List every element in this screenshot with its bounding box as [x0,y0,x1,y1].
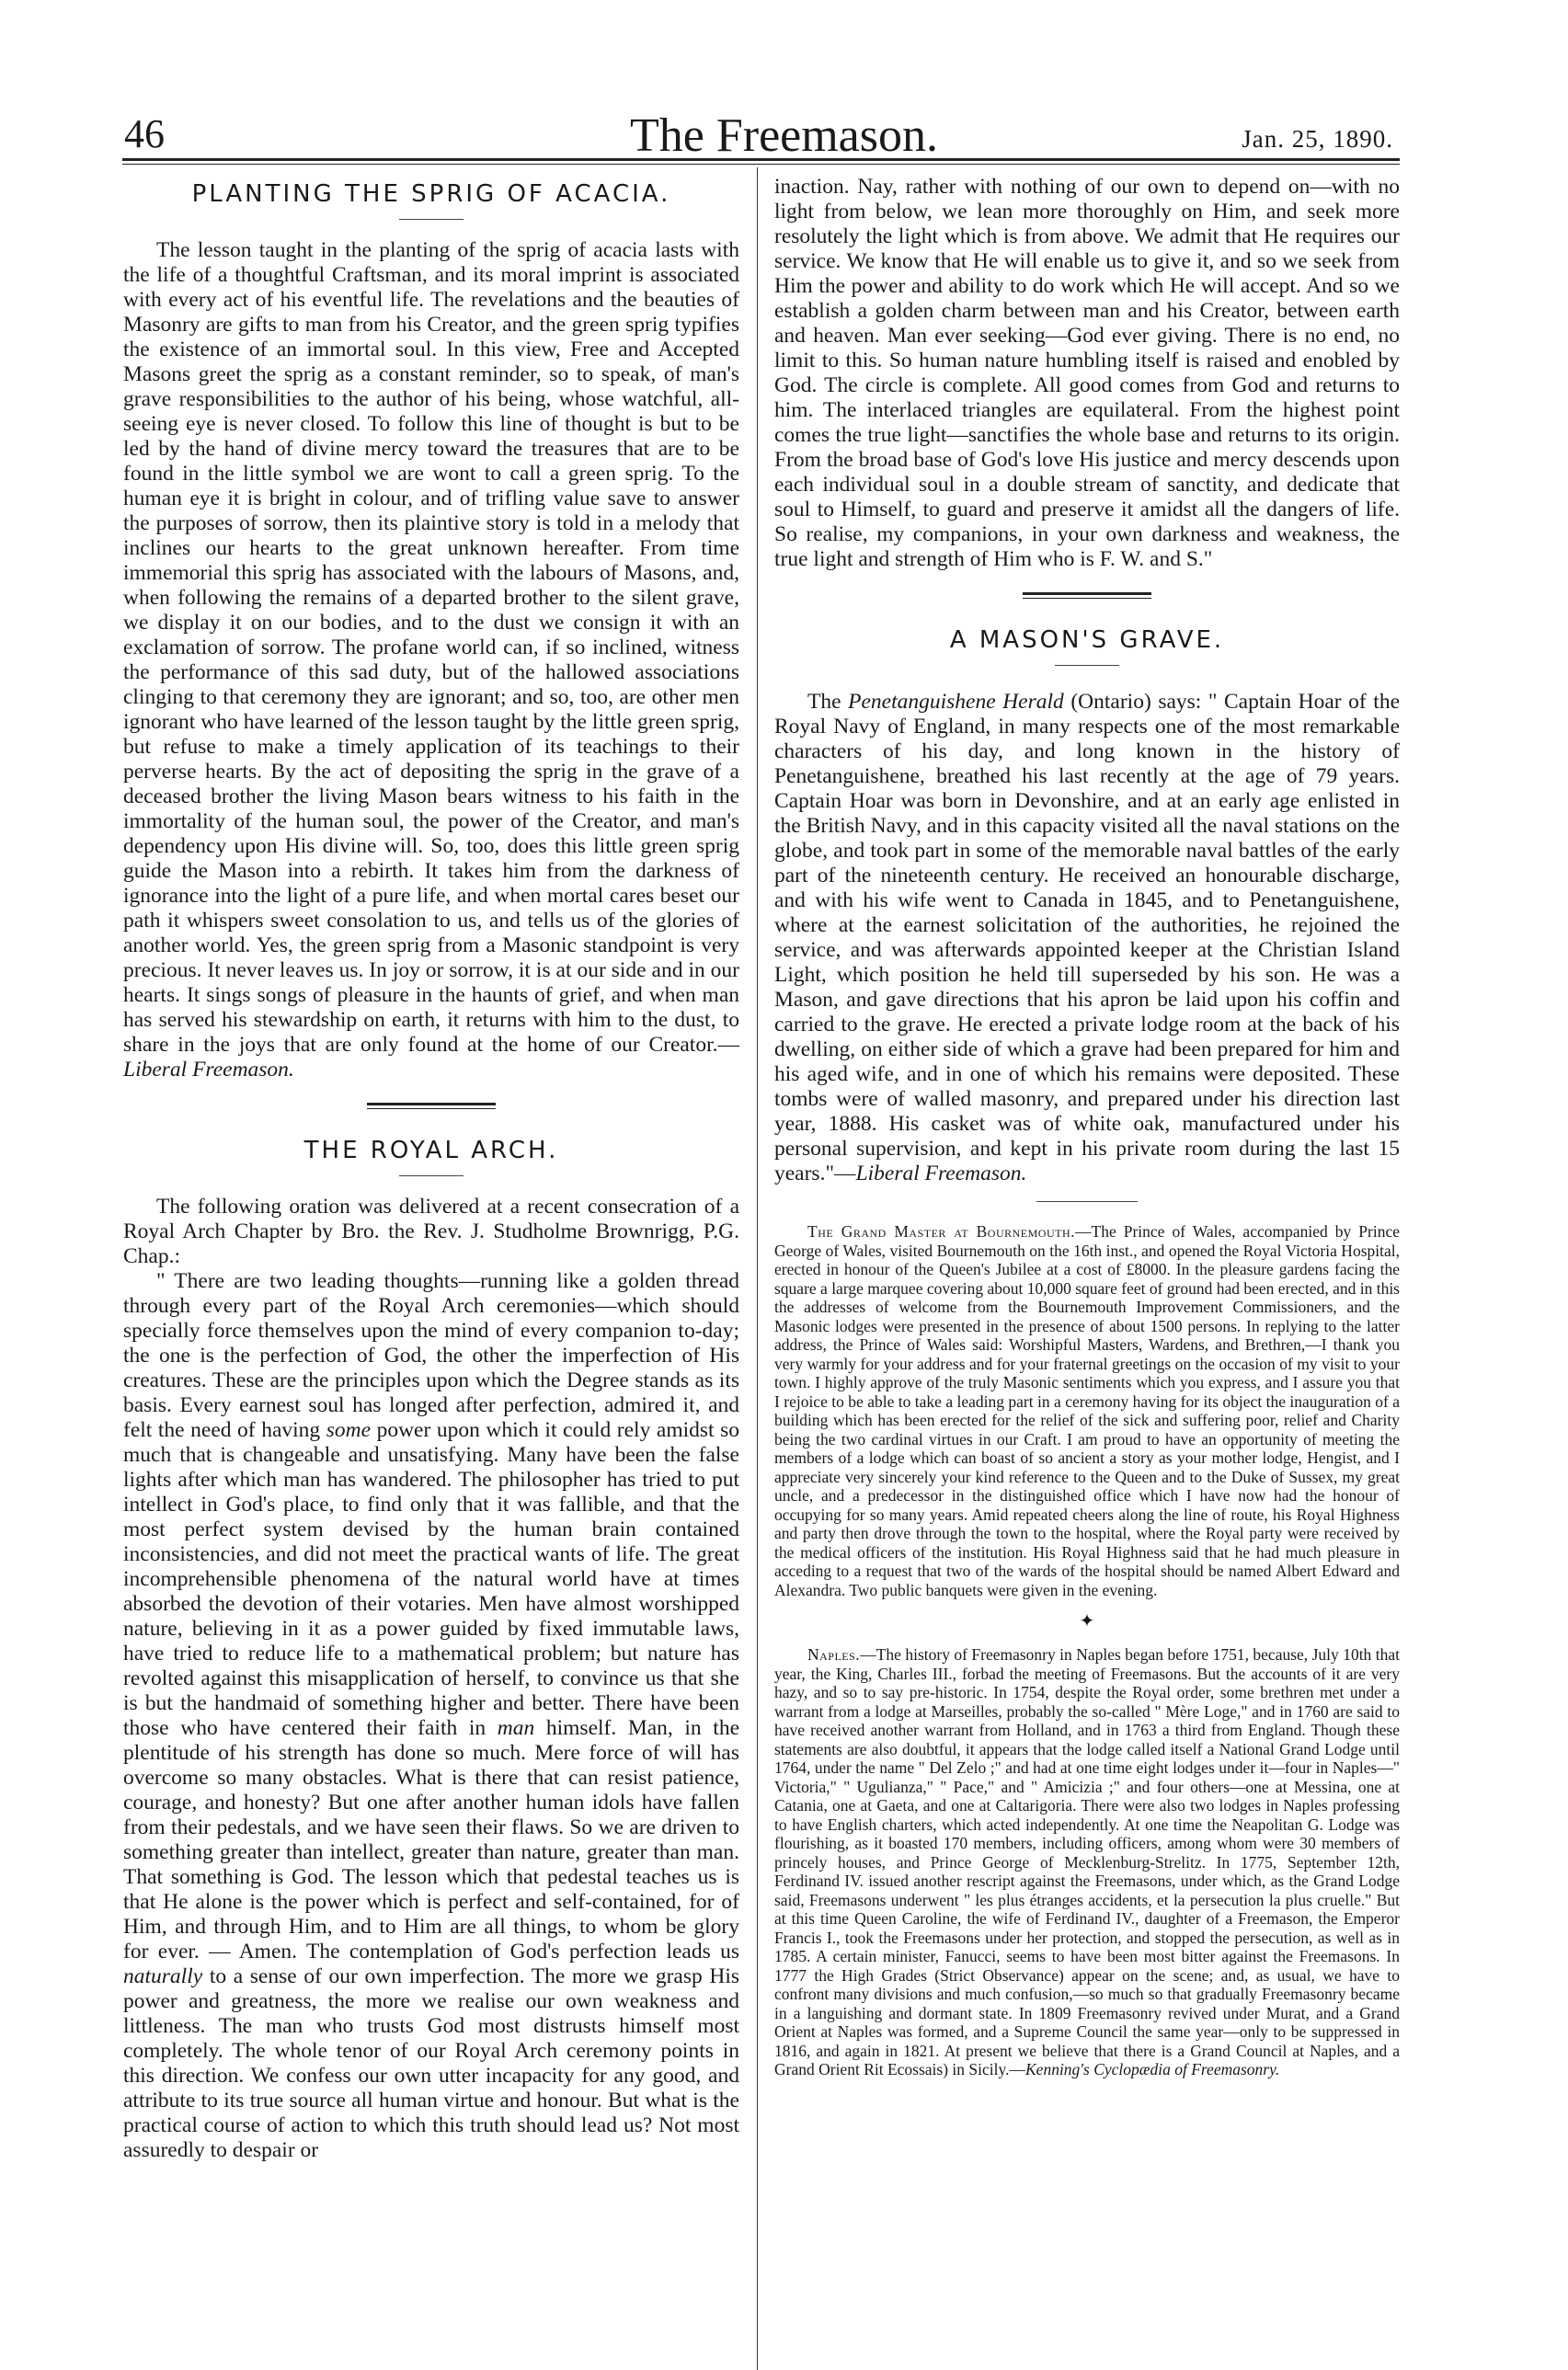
item-lead: Naples. [807,1645,861,1664]
news-item-body [774,1645,1400,2079]
item-lead: The Grand Master at Bournemouth. [807,1222,1075,1241]
oration-continuation: inaction. Nay, rather with nothing of our own to depend on—with no light from below, we lean more thoroughly on Him, and seek more resolutely the light which is from above. We admit that He requires our service. We know that He will enable us to give it, and so we seek from Him the power and ability to do work which He will accept. And so we establish a golden charm between man and his Creator, between earth and heaven. Man ever seeking—God ever giving. There is no end, no limit to this. So human nature humbling itself is raised and enobled by God. The circle is complete. All good comes from God and returns to him. The interlaced triangles are equilateral. From the highest point comes the true light—sanctifies the whole base and returns to its origin. From the broad base of God's love His justice and mercy descends upon each individual soul in a double stream of sanctity, and dedicate that soul to Himself, to guard and preserve it amidst all the dangers of life. So realise, my companions, in your own darkness and weakness, the true light and strength of Him who is F. W. and S." [774,175,1400,571]
news-item-body [774,1222,1400,1599]
headline-masons-grave: A MASON'S GRAVE. [949,626,1225,654]
star-divider: ✦ [1079,1611,1095,1632]
emphasis: naturally [123,1964,203,1988]
item-naples [774,1645,1400,2079]
source-credit: Liberal Freemason. [855,1162,1027,1185]
newspaper-name: Penetanguishene Herald [848,690,1064,714]
masthead-rule-thin [122,164,1400,165]
headline-acacia: PLANTING THE SPRIG OF ACACIA. [191,180,671,208]
oration-text: himself. Man, in the plentitude of his strength has done so much. Mere force of will has overcome so many obstacles. What is there that can resist patience, courage, and honesty? But one after another human idols have fallen from their pedestals, and we have seen their flaws. So we are driven to something greater than intellect, greater than nature, greater than man. That something is God. The lesson which that pedestal teaches us is that He alone is the power which is perfect and self-contained, for of Him, and through Him, and to Him are all things, to whom be glory for ever. — Amen. The contemplation of God's perfection leads us [123,1716,740,1964]
emphasis: man [497,1716,535,1740]
issue-date: Jan. 25, 1890. [1242,125,1393,153]
headline-royal-arch: THE ROYAL ARCH. [303,1137,559,1164]
masthead-rule [122,158,1400,161]
body-text: (Ontario) says: " Captain Hoar of the Royal Navy of England, in many respects one of the most remarkable characters of his day, and long known in the history of Penetanguishene, breathed his last recently at the age of 79 years. Captain Hoar was born in Devonshire, and at an early age enlisted in the British Navy, and in this capacity visited all the naval stations on the globe, and took part in some of the memorable naval battles of the early part of the nineteenth century. He received an honourable discharge, and with his wife went to Canada in 1845, and to Penetanguishene, where at the earnest solicitation of the authorities, he rejoined the service, and was afterwards appointed keeper at the Christian Island Light, which position he held till superseded by his son. He was a Mason, and gave directions that his apron be laid upon his coffin and carried to the grave. He erected a private lodge room at the back of his dwelling, on either side of which a grave had been prepared for him and his aged wife, and in one of which his remains were deposited. These tombs were of walled masonry, and prepared under his direction last year, 1888. His casket was of white oak, manufactured under his personal supervision, and kept in his private room during the last 15 years."— [774,690,1401,1185]
section-separator-thin [1023,598,1151,599]
emphasis: some [326,1418,372,1442]
oration-body [123,1269,739,2163]
right-column [774,175,1400,2079]
item-bournemouth [774,1222,1400,1631]
oration-text: power upon which it could rely amidst so much that is changeable and unsatisfying. Many have been the false lights after which man has wandered. The philosopher has tried to put intellect in God's place, to find only that it was fallible, and that the most perfect system devised by the human brain contained inconsistencies, and did not meet the practical wants of life. The great incomprehensible phenomena of the natural world have at times absorbed the devotion of their votaries. Men have almost worshipped nature, believing in it as a power guided by fixed immutable laws, have tried to reduce life to a mathematical problem; but nature has revolted against this misapplication of herself, to convince us that she is but the handmaid of something higher and better. There have been those who have centered their faith in [123,1418,740,1740]
headline-rule [1055,665,1119,666]
oration-intro: The following oration was delivered at a recent consecration of a Royal Arch Chapter by Bro. the Rev. J. Studholme Brownrigg, P.G. Chap.: [123,1195,739,1268]
section-separator-thin [367,1108,496,1109]
item-text: —The Prince of Wales, accompanied by Prince George of Wales, visited Bournemouth on the 16th inst., and opened the Royal Victoria Hospital, erected in honour of the Queen's Jubilee at a cost of £8000. In the pleasure gardens facing the square a large marquee covering about 10,000 square feet of ground had been erected, and in this the addresses of welcome from the Bournemouth Improvement Commissioners, and the Masonic lodges were presented in the presence of about 1500 persons. In replying to the latter address, the Prince of Wales said: Worshipful Masters, Wardens, and Brethren,—I thank you very warmly for your address and for your fraternal greetings on the occasion of my visit to your town. I highly approve of the truly Masonic sentiments which you express, and I assure you that I rejoice to be able to take a leading part in a ceremony having for its object the inauguration of a building which has been erected for the relief of the sick and suffering poor, relief and Charity being the two cardinal virtues in our Craft. I am proud to have an opportunity of meeting the members of a lodge which can boast of so ancient a story as your mother lodge, Hengist, and I appreciate very sincerely your kind reference to the Queen and to the Duke of Sussex, my great uncle, and a predecessor in the distinguished office which I have now had the honour of occupying for so many years. Amid repeated cheers along the line of route, his Royal Highness and party then drove through the town to the hospital, where the Royal party were received by the medical officers of the institution. His Royal Highness said that he had much pleasure in acceding to a request that two of the wards of the hospital should be named Albert Edward and Alexandra. Two public banquets were given in the evening. [774,1222,1400,1599]
item-text: —The history of Freemasonry in Naples began before 1751, because, July 10th that year, the King, Charles III., forbad the meeting of Freemasons. But the accounts of it are very hazy, and so to say pre-historic. In 1754, despite the Royal order, some brethren met under a warrant from a lodge at Marseilles, probably the so-called " Mère Loge," and in 1760 are said to have received another warrant from Holland, and in 1763 a third from England. Though these statements are also doubtful, it appears that the lodge called itself a National Grand Lodge until 1764, under the name " Del Zelo ;" and had at one time eight lodges under it—four in Naples—" Victoria," " Ugulianza," " Pace," and " Amicizia ;" and four others—one at Messina, one at Catania, one at Gaeta, and one at Caltarigoria. There were also two lodges in Naples professing to have English charters, which acted independently. At one time the Neapolitan G. Lodge was flourishing, as it boasted 170 members, including officers, among whom were 30 members of princely houses, and Prince George of Mecklenburg-Strelitz. In 1775, September 12th, Ferdinand IV. issued another rescript against the Freemasons, under which, as the Grand Lodge said, Freemasons underwent " les plus étranges accidents, et la persecution la plus cruelle." But at this time Queen Caroline, the wife of Ferdinand IV., daughter of a Freemason, the Emperor Francis I., took the Freemasons under her protection, and stopped the persecution, as well as in 1785. A certain minister, Fanucci, seems to have been most bitter against the Freemasons. In 1777 the High Grades (Strict Observance) appear on the scene; and, as usual, we have to confront many divisions and much confusion,—so much so that gradually Freemasonry became in a languishing and dormant state. In 1809 Freemasonry revived under Murat, and a Grand Orient at Naples was formed, and a Supreme Council the same year—only to be suppressed in 1816, and again in 1821. At present we believe that there is a Grand Council at Naples, and a Grand Orient Rit Ecossais) in Sicily.— [774,1645,1400,2078]
section-separator [1023,592,1151,595]
headline-rule [399,1175,464,1176]
source-credit: Kenning's Cyclopædia of Freemasonry. [1025,2060,1280,2078]
article-royal-arch [123,1137,739,2163]
article-masons-grave [774,626,1400,1186]
article-acacia [123,180,739,1082]
section-separator [367,1103,496,1105]
oration-text: " There are two leading thoughts—running like a golden thread through every part of the Royal Arch ceremonies—which should specially force themselves upon the mind of every companion to-day; the one is the perfection of God, the other the imperfection of His creatures. These are the principles upon which the Degree stands as its basis. Every earnest soul has longed after perfection, admired it, and felt the need of having [123,1269,739,1442]
body-text: The lesson taught in the planting of the sprig of acacia lasts with the life of a thoughtful Craftsman, and its moral imprint is associated with every act of his eventful life. The revelations and the beauties of Masonry are gifts to man from his Creator, and the green sprig typifies the existence of an immortal soul. In this view, Free and Accepted Masons greet the sprig as a constant reminder, so to speak, of man's grave responsibilities to the author of his being, whose watchful, all-seeing eye is never closed. To follow this line of thought is but to be led by the hand of divine mercy toward the treasures that are to be found in the little symbol we are wont to call a green sprig. To the human eye it is bright in colour, and of trifling value save to answer the purposes of sorrow, then its plaintive story is told in a melody that inclines our hearts to the great unknown hereafter. From time immemorial this sprig has associated with the labours of Masons, and, when following the remains of a departed brother to the silent grave, we display it on our bodies, and to the dust we consign it with an exclamation of sorrow. The profane world can, if so inclined, witness the performance of this sad duty, but of the hallowed associations clinging to that ceremony they are ignorant; and so, too, are other men ignorant who have learned of the lesson taught by the little green sprig, but refuse to make a timely application of its teachings to their perverse hearts. By the act of depositing the sprig in the grave of a deceased brother the living Mason bears witness to his faith in the immortality of the human soul, the power of the Creator, and man's dependency upon His divine will. So, too, does this little green sprig guide the Mason into a rebirth. It takes him from the darkness of ignorance into the light of a pure life, and when mortal cares beset our path it whispers sweet consolation to us, and tells us of the glories of another world. Yes, the green sprig from a Masonic standpoint is very precious. It never leaves us. In joy or sorrow, it is at our side and in our hearts. It sings songs of pleasure in the haunts of grief, and when man has served his stewardship on earth, it returns with him to the dust, to share in the joys that are only found at the home of our Creator.— [123,238,739,1057]
newspaper-title: The Freemason. [629,109,938,162]
headline-rule [399,219,464,220]
section-rule [1036,1201,1138,1202]
page-number: 46 [124,111,165,156]
left-column [123,175,739,2163]
oration-text: to a sense of our own imperfection. The more we grasp His power and greatness, the more we realise our own weakness and littleness. The man who trusts God most distrusts himself most completely. The whole tenor of our Royal Arch ceremony points in this direction. We confess our own utter incapacity for any good, and attribute to its true source all human virtue and honour. But what is the practical course of action to which this truth should lead us? Not most assuredly to despair or [123,1964,740,2162]
article-body [123,238,739,1082]
lead-in: The [807,690,841,714]
source-credit: Liberal Freemason. [123,1058,294,1082]
column-divider [757,167,758,2370]
article-body [774,690,1400,1186]
